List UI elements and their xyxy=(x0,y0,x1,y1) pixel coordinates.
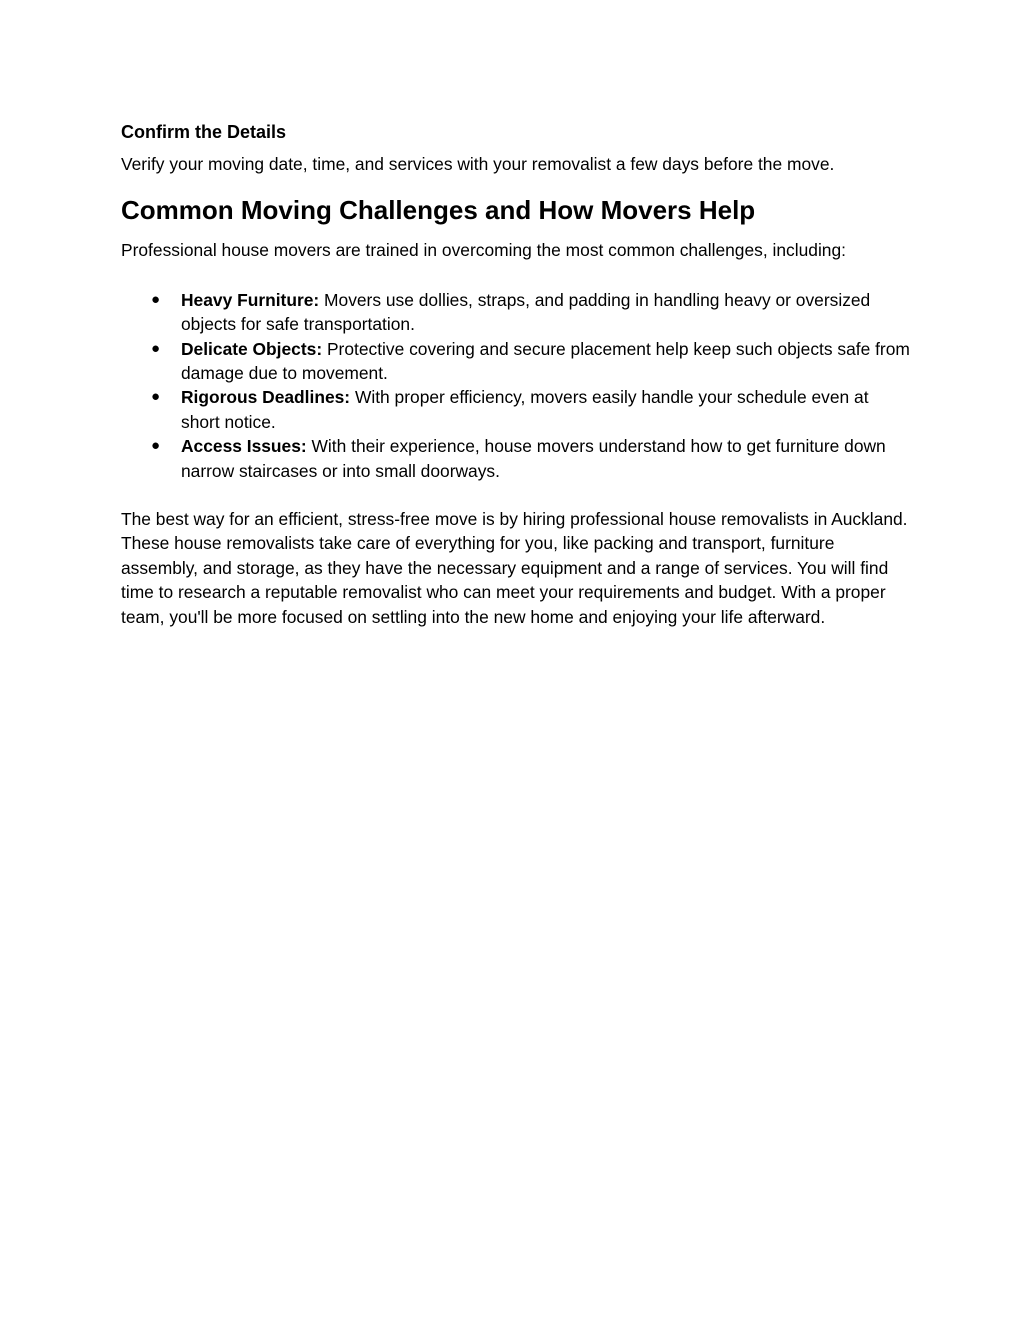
list-item-text: Movers use dollies, straps, and padding in handling heavy or oversized objects for safe transportation. xyxy=(181,289,871,335)
list-item-term: Heavy Furniture: xyxy=(181,289,320,310)
list-item-text: With proper efficiency, movers easily handle your schedule even at short notice. xyxy=(181,387,869,432)
challenges-intro: Professional house movers are trained in overcoming the most common challenges, including: xyxy=(121,240,846,261)
list-item-term: Access Issues: xyxy=(181,436,307,457)
list-item-term: Rigorous Deadlines: xyxy=(181,387,351,408)
list-item-text: Protective covering and secure placement help keep such objects safe from damage due to movement. xyxy=(181,338,910,384)
list-item xyxy=(121,385,911,434)
challenges-list xyxy=(121,288,911,483)
list-item xyxy=(121,337,911,386)
bullet-icon: ● xyxy=(151,290,161,308)
list-item xyxy=(121,434,911,483)
confirm-details-heading: Confirm the Details xyxy=(121,122,287,142)
bullet-icon: ● xyxy=(151,339,161,357)
confirm-details-text: Verify your moving date, time, and services with your removalist a few days before the move. xyxy=(121,154,835,174)
bullet-icon: ● xyxy=(151,388,161,406)
closing-paragraph: The best way for an efficient, stress-free move is by hiring professional house removalists in Auckland. These house removalists take care of everything for you, like packing and transport, furniture assembly, and storage, as they have the necessary equipment and a range of services. You will find time to research a reputable removalist who can meet your requirements and budget. With a proper team, you'll be more focused on settling into the new home and enjoying your life afterward. xyxy=(121,509,908,627)
list-item-term: Delicate Objects: xyxy=(181,338,323,359)
list-item-text: With their experience, house movers understand how to get furniture down narrow staircases or into small doorways. xyxy=(181,436,886,481)
challenges-heading: Common Moving Challenges and How Movers Help xyxy=(121,195,756,226)
bullet-icon: ● xyxy=(151,437,161,455)
list-item xyxy=(121,288,911,337)
document-page xyxy=(121,120,911,629)
